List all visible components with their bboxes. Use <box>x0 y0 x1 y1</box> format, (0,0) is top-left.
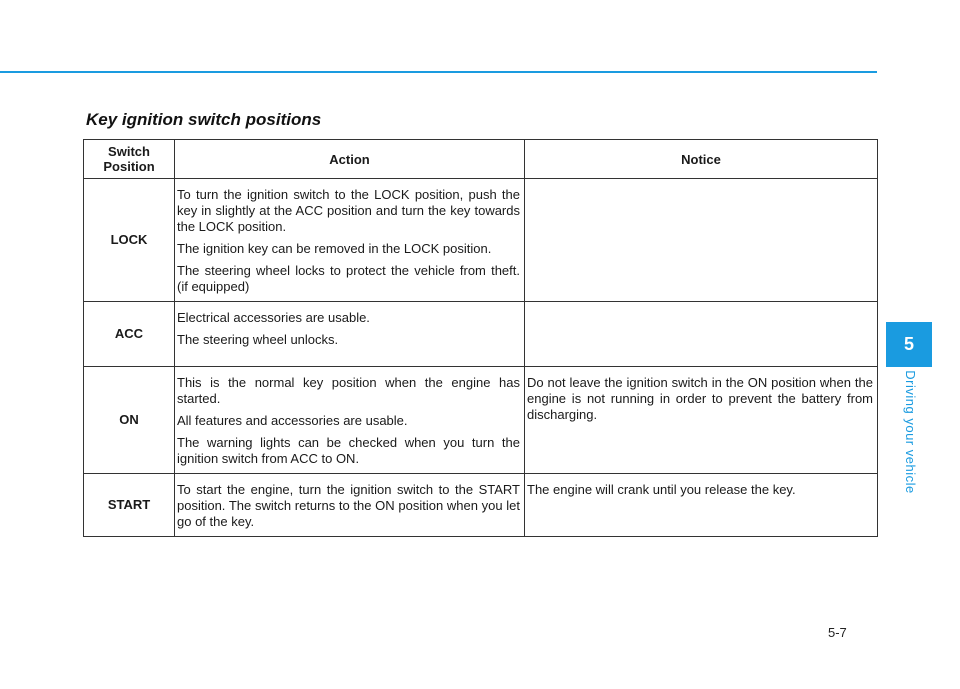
action-text: Electrical accessories are usable. <box>177 310 370 325</box>
header-action: Action <box>175 140 525 179</box>
section-title: Key ignition switch positions <box>86 110 322 129</box>
action-text: This is the normal key position when the engine has started. <box>177 375 520 406</box>
notice-cell <box>525 302 878 367</box>
table-row-lock <box>84 179 878 302</box>
table-row-start <box>84 474 878 537</box>
action-cell <box>175 302 525 367</box>
position-cell: ACC <box>84 302 175 367</box>
header-notice: Notice <box>525 140 878 179</box>
position-cell: START <box>84 474 175 537</box>
header-rule <box>0 71 877 73</box>
table-header-row <box>84 140 878 179</box>
action-cell <box>175 474 525 537</box>
page-number: 5-7 <box>828 625 847 640</box>
notice-cell <box>525 179 878 302</box>
notice-cell: The engine will crank until you release the key. <box>525 474 878 537</box>
position-cell: ON <box>84 367 175 474</box>
chapter-tab: 5 <box>886 322 932 367</box>
action-cell <box>175 367 525 474</box>
action-cell <box>175 179 525 302</box>
action-text: The ignition key can be removed in the LOCK position. <box>177 241 492 256</box>
action-text: The steering wheel unlocks. <box>177 332 339 347</box>
action-text: All features and accessories are usable. <box>177 413 408 428</box>
action-text: The warning lights can be checked when you turn the ignition switch from ACC to ON. <box>177 435 520 466</box>
notice-cell: Do not leave the ignition switch in the ON position when the engine is not running in order to prevent the battery from discharging. <box>525 367 878 474</box>
chapter-label: Driving your vehicle <box>903 370 918 494</box>
action-text: The steering wheel locks to protect the vehicle from theft. (if equipped) <box>177 263 520 294</box>
table-row-acc <box>84 302 878 367</box>
position-cell: LOCK <box>84 179 175 302</box>
header-switch-position: Switch Position <box>84 140 175 179</box>
action-text: To turn the ignition switch to the LOCK position, push the key in slightly at the ACC position and turn the key towards the LOCK position. <box>177 187 520 234</box>
ignition-positions-table <box>83 139 877 537</box>
action-text: To start the engine, turn the ignition switch to the START position. The switch returns to the ON position when you let go of the key. <box>177 482 520 529</box>
table-row-on <box>84 367 878 474</box>
